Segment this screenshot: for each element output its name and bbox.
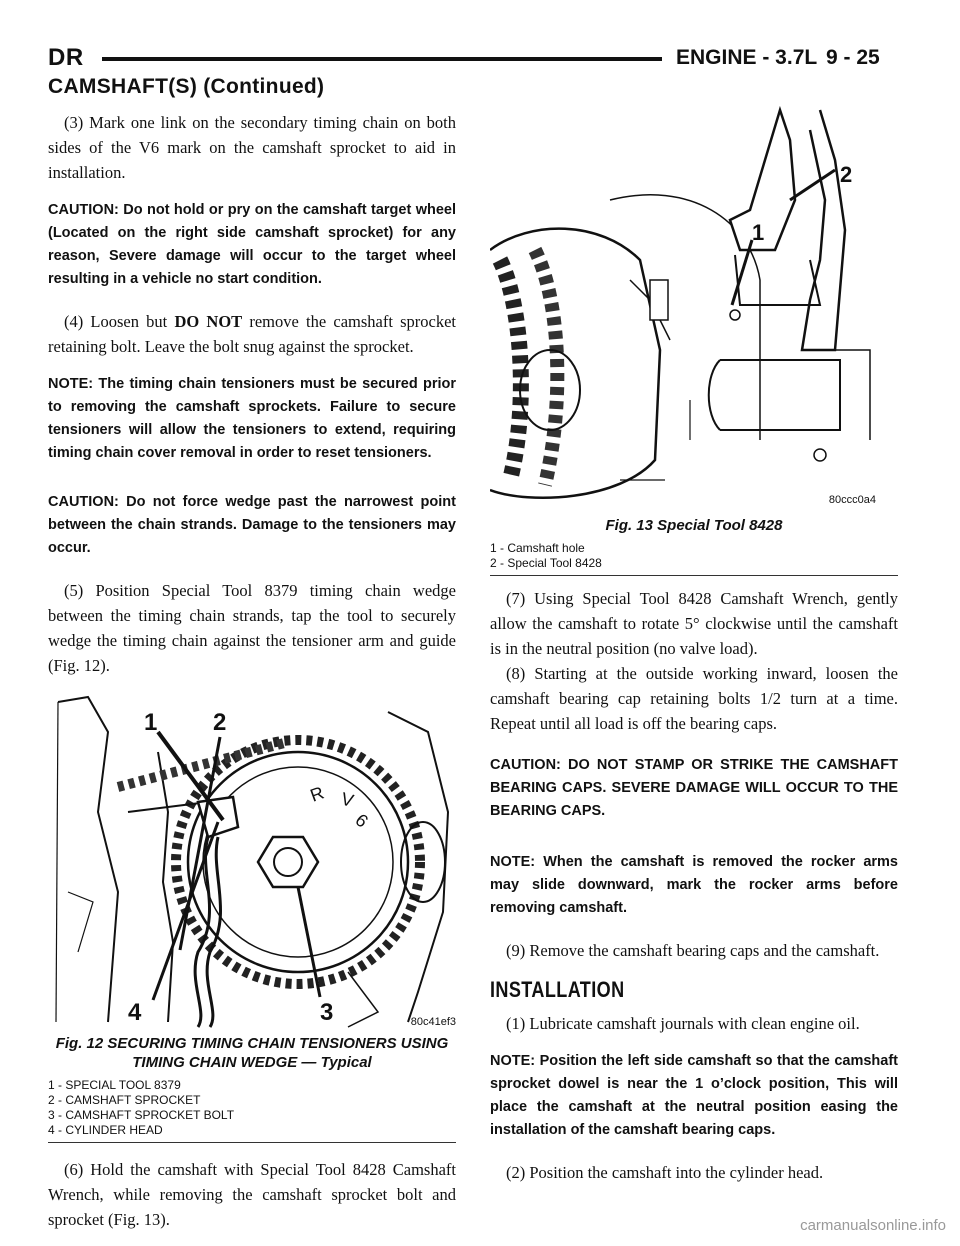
header-vehicle-code: DR (48, 44, 84, 71)
figure-12-illustration (48, 692, 456, 1032)
note-camshaft-position: NOTE: Position the left side camshaft so that the camshaft sprocket dowel is near the 1 o’clock position, This will place the camshaft at the neutral position easing the installation of the camshaft bearing caps. (490, 1053, 898, 1138)
legend-item: 2 - CAMSHAFT SPROCKET (48, 1093, 201, 1107)
camshaft-wrench-drawing (490, 100, 880, 510)
right-column (490, 100, 898, 1199)
callout-2: 2 (213, 709, 227, 736)
step-7: (7) Using Special Tool 8428 Camshaft Wrench, gently allow the camshaft to rotate 5° clockwise until the camshaft is in the neutral position (no valve load). (490, 589, 898, 658)
watermark: carmanualsonline.info (800, 1217, 946, 1234)
sprocket-mark-6: 6 (351, 809, 372, 832)
figure-13-code: 80ccc0a4 (828, 494, 876, 506)
sprocket-mark-v: V (338, 788, 356, 811)
legend-item: 1 - SPECIAL TOOL 8379 (48, 1078, 181, 1092)
header-rule (102, 57, 662, 61)
caution-wedge: CAUTION: Do not force wedge past the narrowest point between the chain strands. Damage to the tensioners may occur. (48, 494, 456, 556)
callout-3: 3 (320, 999, 334, 1026)
step-9: (9) Remove the camshaft bearing caps and the camshaft. (506, 941, 880, 960)
note-rocker-arms: NOTE: When the camshaft is removed the rocker arms may slide downward, mark the rocker arms before removing camshaft. (490, 854, 898, 916)
figure-12-title: Fig. 12 SECURING TIMING CHAIN TENSIONERS USING TIMING CHAIN WEDGE — Typical (55, 1035, 449, 1071)
note-tensioners: NOTE: The timing chain tensioners must be secured prior to removing the camshaft sprockets. Failure to secure tensioners will allow the tensioners to extend, requiring timing chain cover removal in order to reset tensioners. (48, 376, 456, 461)
legend-item: 3 - CAMSHAFT SPROCKET BOLT (48, 1108, 235, 1122)
caution-bearing-caps: CAUTION: DO NOT STAMP OR STRIKE THE CAMSHAFT BEARING CAPS. SEVERE DAMAGE WILL OCCUR TO THE BEARING CAPS. (490, 757, 898, 819)
do-not-emphasis: DO NOT (174, 312, 243, 331)
figure-13-illustration (490, 100, 880, 510)
header-engine: ENGINE - 3.7L (676, 46, 818, 69)
figure-13-title: Fig. 13 Special Tool 8428 (605, 517, 783, 534)
figure-12 (48, 692, 456, 1143)
legend-item: 4 - CYLINDER HEAD (48, 1123, 163, 1137)
install-step-1: (1) Lubricate camshaft journals with clean engine oil. (506, 1014, 860, 1033)
callout-1: 1 (752, 220, 765, 245)
caution-target-wheel: CAUTION: Do not hold or pry on the camshaft target wheel (Located on the right side camshaft sprocket) for any reason, Severe damage will occur to the target wheel resulting in a vehicle no start condition. (48, 202, 456, 287)
figure-12-code: 80c41ef3 (410, 1016, 456, 1028)
step-5: (5) Position Special Tool 8379 timing chain wedge between the timing chain strands, tap the tool to securely wedge the timing chain against the tensioner arm and guide (Fig. 12). (48, 581, 456, 675)
callout-1: 1 (144, 709, 158, 736)
callout-2: 2 (840, 162, 853, 187)
installation-heading: INSTALLATION (490, 977, 625, 1002)
figure-13-legend (490, 541, 898, 576)
figure-13 (490, 100, 898, 576)
figure-12-legend (48, 1078, 456, 1143)
legend-item: 1 - Camshaft hole (490, 541, 585, 555)
legend-item: 2 - Special Tool 8428 (490, 556, 602, 570)
step-4: (4) Loosen but DO NOT remove the camshaft sprocket retaining bolt. Leave the bolt snug against the sprocket. (48, 312, 457, 356)
step-3: (3) Mark one link on the secondary timing chain on both sides of the V6 mark on the camshaft sprocket to aid in installation. (48, 113, 456, 182)
callout-4: 4 (128, 999, 142, 1026)
section-title: CAMSHAFT(S) (Continued) (48, 75, 325, 98)
step-6: (6) Hold the camshaft with Special Tool 8428 Camshaft Wrench, while removing the camshaft sprocket bolt and sprocket (Fig. 13). (48, 1160, 456, 1229)
page-number: 9 - 25 (826, 46, 880, 69)
step-8: (8) Starting at the outside working inward, loosen the camshaft bearing cap retaining bolts 1/2 turn at a time. Repeat until all load is off the bearing caps. (490, 664, 898, 733)
install-step-2: (2) Position the camshaft into the cylinder head. (506, 1163, 824, 1182)
timing-chain-wedge-drawing (48, 692, 456, 1032)
left-column (48, 110, 456, 1246)
sprocket-mark-r: R (307, 782, 327, 806)
